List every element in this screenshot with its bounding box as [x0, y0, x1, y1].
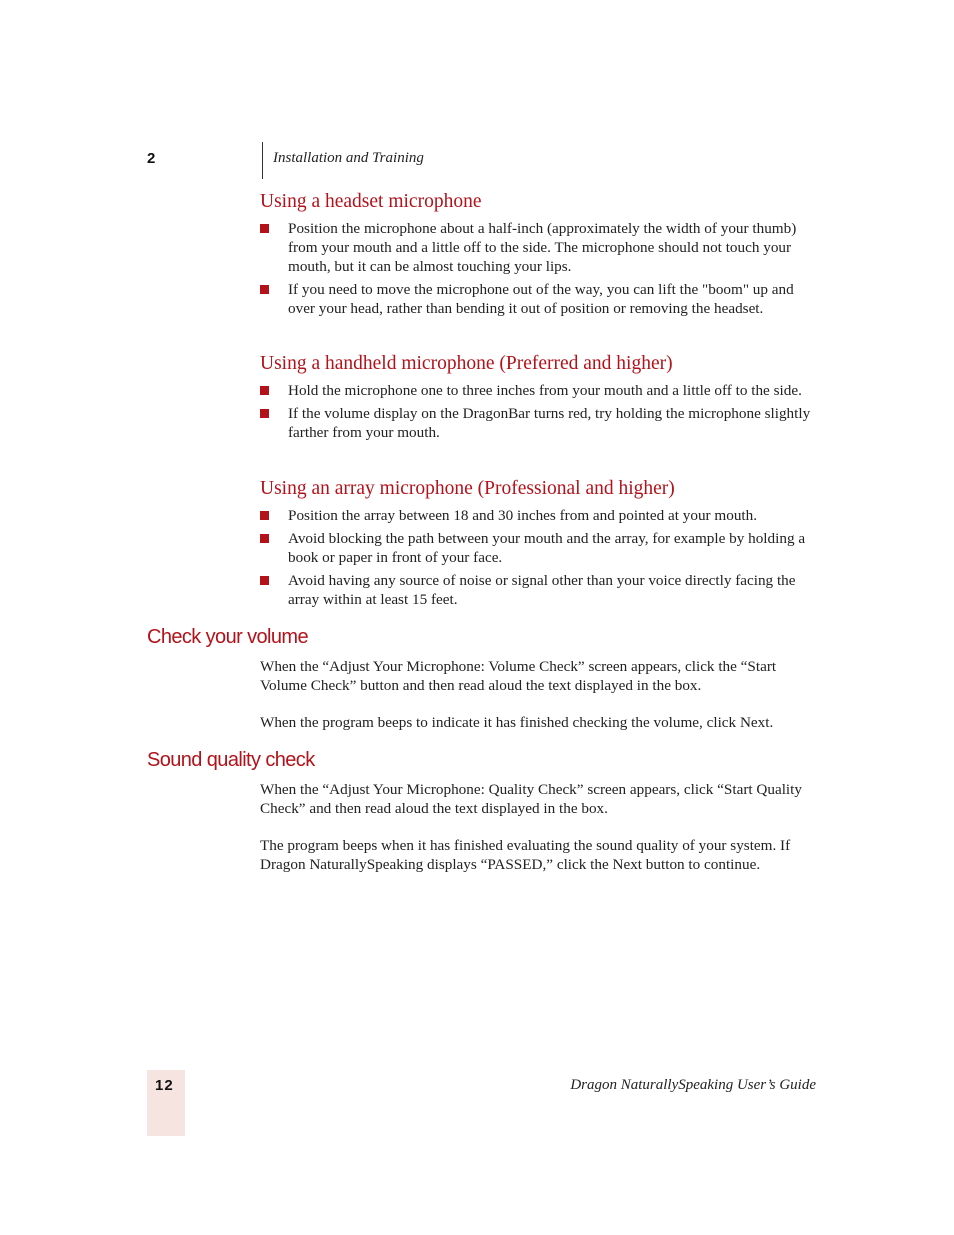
volume-heading: Check your volume: [147, 626, 308, 648]
quality-paragraph-1: When the “Adjust Your Microphone: Quality Check” screen appears, click “Start Quality Check” and then read aloud the text displayed in the box.: [260, 781, 802, 817]
square-bullet-icon: [260, 409, 269, 418]
list-item: [258, 506, 818, 525]
handheld-heading: Using a handheld microphone (Preferred and higher): [260, 353, 673, 374]
array-list: [258, 506, 818, 613]
list-item: [258, 571, 818, 609]
square-bullet-icon: [260, 386, 269, 395]
list-item-text: If you need to move the microphone out of the way, you can lift the "boom" up and over your head, rather than bending it out of position or removing the headset.: [288, 281, 794, 317]
headset-heading: Using a headset microphone: [260, 191, 482, 212]
quality-heading: Sound quality check: [147, 749, 315, 771]
headset-list: [258, 219, 818, 322]
header-divider: [262, 142, 263, 179]
list-item: [258, 280, 818, 318]
list-item: [258, 381, 818, 400]
square-bullet-icon: [260, 576, 269, 585]
list-item: [258, 529, 818, 567]
list-item-text: Position the microphone about a half-inch (approximately the width of your thumb) from your mouth and a little off to the side. The microphone should not touch your mouth, but it can be almost touching your lips.: [288, 220, 797, 275]
square-bullet-icon: [260, 534, 269, 543]
handheld-list: [258, 381, 818, 446]
volume-paragraph-1: When the “Adjust Your Microphone: Volume Check” screen appears, click the “Start Volume Check” button and then read aloud the text displayed in the box.: [260, 658, 777, 694]
list-item-text: Position the array between 18 and 30 inches from and pointed at your mouth.: [288, 507, 758, 524]
square-bullet-icon: [260, 285, 269, 294]
list-item-text: If the volume display on the DragonBar turns red, try holding the microphone slightly farther from your mouth.: [288, 405, 811, 441]
square-bullet-icon: [260, 224, 269, 233]
list-item-text: Hold the microphone one to three inches from your mouth and a little off to the side.: [288, 382, 802, 399]
page-number: 12: [155, 1077, 174, 1094]
list-item-text: Avoid blocking the path between your mouth and the array, for example by holding a book or paper in front of your face.: [288, 530, 806, 566]
list-item-text: Avoid having any source of noise or signal other than your voice directly facing the array within at least 15 feet.: [288, 572, 796, 608]
array-heading: Using an array microphone (Professional and higher): [260, 478, 675, 499]
list-item: [258, 404, 818, 442]
square-bullet-icon: [260, 511, 269, 520]
chapter-title: Installation and Training: [273, 150, 424, 166]
quality-paragraph-2: The program beeps when it has finished evaluating the sound quality of your system. If Dragon NaturallySpeaking displays “PASSED,” click the Next button to continue.: [260, 837, 791, 873]
chapter-number: 2: [147, 150, 156, 167]
book-title: Dragon NaturallySpeaking User’s Guide: [570, 1077, 816, 1093]
volume-paragraph-2: When the program beeps to indicate it has finished checking the volume, click Next.: [260, 714, 774, 731]
list-item: [258, 219, 818, 276]
